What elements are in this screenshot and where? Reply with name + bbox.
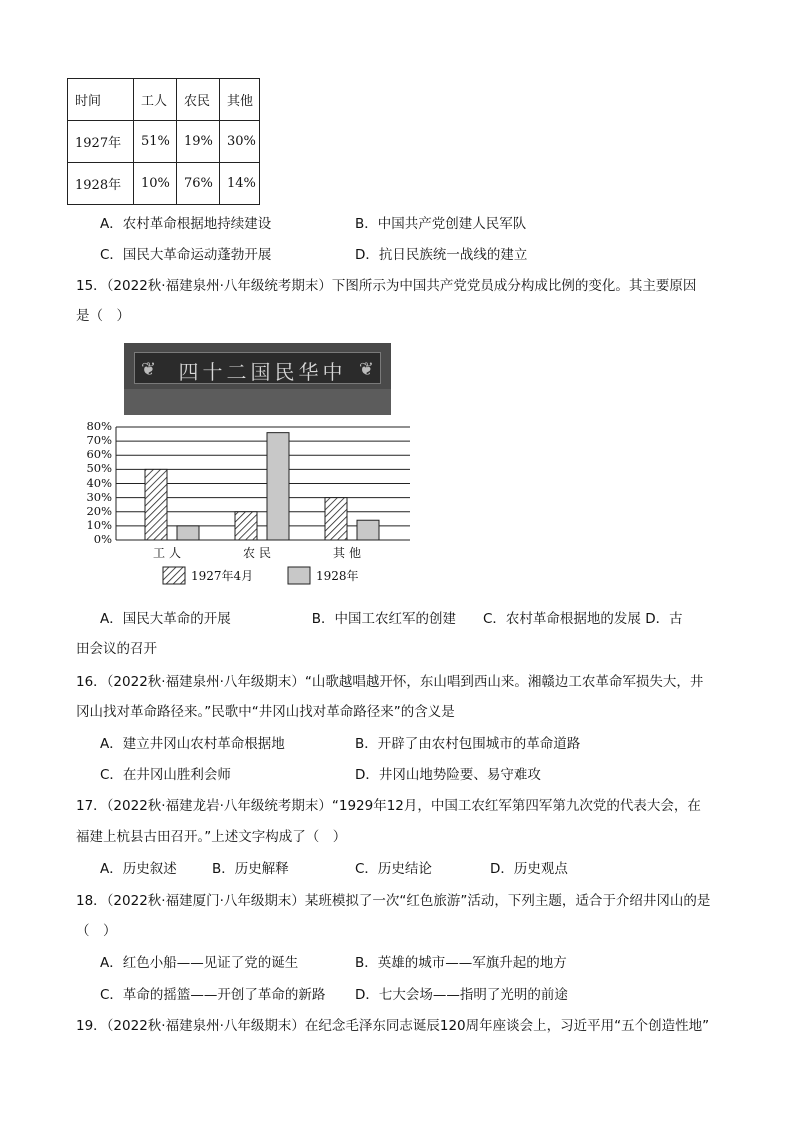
x-category-label: 工人 xyxy=(153,546,186,560)
q14-option-b: B．中国共产党创建人民军队 xyxy=(355,216,527,232)
y-tick-label: 50% xyxy=(86,461,112,476)
q15-options-line1: A．国民大革命的开展 B．中国工农红军的创建 C．农村革命根据地的发展 D．古 xyxy=(100,611,683,627)
bar-series1 xyxy=(235,512,257,540)
ornament-icon: ❦ xyxy=(358,359,374,380)
table-row xyxy=(68,121,260,163)
q16-stem-line1: 16．（2022秋·福建泉州·八年级期末）“山歌越唱越开怀，东山唱到西山来。湘赣边工农革命军损失大，井 xyxy=(76,674,704,690)
table-header-cell: 时间 xyxy=(68,79,134,121)
q15-stem-line1: 15．（2022秋·福建泉州·八年级统考期末）下图所示为中国共产党党员成分构成比例的变化。其主要原因 xyxy=(76,278,697,294)
y-tick-label: 0% xyxy=(93,532,112,546)
q15-options-line2: 田会议的召开 xyxy=(76,641,157,657)
y-tick-label: 80% xyxy=(86,419,112,433)
q18-option-c: C．革命的摇篮——开创了革命的新路 xyxy=(100,987,326,1003)
table-row xyxy=(68,163,260,205)
q16-stem-line2: 冈山找对革命路径来。”民歌中“井冈山找对革命路径来”的含义是 xyxy=(76,704,455,720)
table-header-row xyxy=(68,79,260,121)
q18-option-d: D．七大会场——指明了光明的前途 xyxy=(355,987,568,1003)
q19-stem-line1: 19．（2022秋·福建泉州·八年级期末）在纪念毛泽东同志诞辰120周年座谈会上，习近平用“五个创造性地” xyxy=(76,1018,710,1034)
bar-series2 xyxy=(177,526,199,540)
legend-swatch xyxy=(288,567,310,584)
x-category-label: 其他 xyxy=(333,546,366,560)
bar-series1 xyxy=(145,469,167,540)
ornament-icon: ❦ xyxy=(141,359,157,380)
q18-stem-line2: （ ） xyxy=(76,923,117,939)
y-tick-label: 70% xyxy=(86,433,112,448)
q17-option-a: A．历史叙述 xyxy=(100,861,177,877)
bar-series1 xyxy=(325,498,347,540)
table-cell: 1928年 xyxy=(68,163,134,205)
q17-option-c: C．历史结论 xyxy=(355,861,432,877)
table-header-cell: 工人 xyxy=(134,79,177,121)
bar-series2 xyxy=(267,433,289,540)
y-tick-label: 30% xyxy=(86,489,112,504)
table-cell: 30% xyxy=(220,121,260,163)
table-header-cell: 其他 xyxy=(220,79,260,121)
q18-option-a: A．红色小船——见证了党的诞生 xyxy=(100,955,299,971)
q17-option-b: B．历史解释 xyxy=(212,861,289,877)
q17-stem-line2: 福建上杭县古田召开。”上述文字构成了（ ） xyxy=(76,829,347,845)
q16-option-d: D．井冈山地势险要、易守难攻 xyxy=(355,767,541,783)
q17-option-d: D．历史观点 xyxy=(490,861,568,877)
q16-option-b: B．开辟了由农村包围城市的革命道路 xyxy=(355,736,581,752)
q18-stem-line1: 18．（2022秋·福建厦门·八年级期末）某班模拟了一次“红色旅游”活动，下列主题，适合于介绍井冈山的是 xyxy=(76,893,711,909)
bar-series2 xyxy=(357,520,379,540)
q17-stem-line1: 17．（2022秋·福建龙岩·八年级统考期末）“1929年12月，中国工农红军第四军第九次党的代表大会，在 xyxy=(76,798,701,814)
q14-option-c: C．国民大革命运动蓬勃开展 xyxy=(100,247,272,263)
table-cell: 19% xyxy=(177,121,220,163)
y-tick-label: 20% xyxy=(86,503,112,518)
table-cell: 76% xyxy=(177,163,220,205)
banner-ornament-band xyxy=(124,389,391,415)
legend-label: 1927年4月 xyxy=(191,569,254,583)
legend-label: 1928年 xyxy=(316,569,359,583)
y-tick-label: 60% xyxy=(86,447,112,462)
y-tick-label: 40% xyxy=(86,475,112,490)
table-cell: 51% xyxy=(134,121,177,163)
table-header-cell: 农民 xyxy=(177,79,220,121)
q14-option-a: A．农村革命根据地持续建设 xyxy=(100,216,272,232)
q14-option-d: D．抗日民族统一战线的建立 xyxy=(355,247,528,263)
q15-stem-line2: 是（ ） xyxy=(76,308,130,324)
q18-option-b: B．英雄的城市——军旗升起的地方 xyxy=(355,955,567,971)
q16-option-c: C．在井冈山胜利会师 xyxy=(100,767,231,783)
table-cell: 10% xyxy=(134,163,177,205)
table-cell: 14% xyxy=(220,163,260,205)
y-tick-label: 10% xyxy=(86,517,112,532)
x-category-label: 农民 xyxy=(243,546,276,560)
banner-text: 中华民国二十四 xyxy=(178,360,347,384)
composition-table xyxy=(67,78,260,205)
table-cell: 1927年 xyxy=(68,121,134,163)
republic-banner-image xyxy=(124,343,391,415)
legend-swatch xyxy=(163,567,185,584)
q16-option-a: A．建立井冈山农村革命根据地 xyxy=(100,736,285,752)
